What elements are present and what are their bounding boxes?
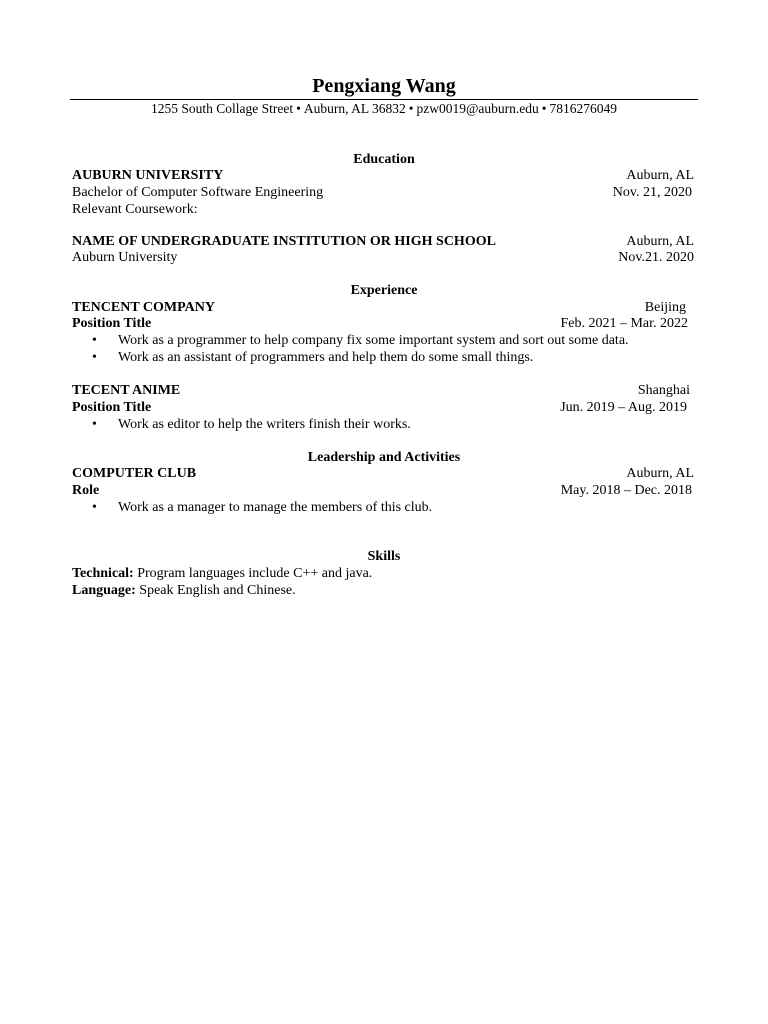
header-divider — [70, 99, 698, 100]
leadership-date: May. 2018 – Dec. 2018 — [560, 483, 692, 498]
skill-language-label: Language: — [72, 583, 136, 598]
education-entry-1-header — [72, 168, 694, 185]
bullet-text: Work as an assistant of programmers and help them do some small things. — [118, 350, 534, 365]
contact-phone: 7816276049 — [549, 101, 617, 116]
contact-address: 1255 South Collage Street — [151, 101, 294, 116]
experience-date: Feb. 2021 – Mar. 2022 — [560, 316, 688, 331]
resume-name: Pengxiang Wang — [312, 75, 456, 97]
contact-line — [0, 101, 768, 117]
contact-separator: • — [296, 101, 301, 116]
leadership-entry-1-header — [72, 466, 694, 483]
leadership-org: COMPUTER CLUB — [72, 466, 197, 481]
leadership-entry-1-role-row — [72, 483, 694, 500]
education-degree: Bachelor of Computer Software Engineering — [72, 185, 324, 200]
section-title-leadership: Leadership and Activities — [307, 450, 461, 465]
education-date: Nov.21. 2020 — [618, 250, 694, 265]
education-coursework: Relevant Coursework: — [72, 202, 198, 217]
skill-technical-label: Technical: — [72, 566, 134, 581]
leadership-location: Auburn, AL — [626, 466, 694, 481]
bullet-dot-icon: • — [92, 333, 97, 348]
education-location: Auburn, AL — [626, 234, 694, 249]
education-degree: Auburn University — [72, 250, 178, 265]
skill-language — [72, 583, 296, 600]
education-location: Auburn, AL — [626, 168, 694, 183]
contact-email: pzw0019@auburn.edu — [416, 101, 539, 116]
contact-separator: • — [408, 101, 414, 116]
education-date: Nov. 21, 2020 — [612, 185, 692, 200]
experience-location: Shanghai — [637, 383, 690, 398]
skill-technical-value: Program languages include C++ and java. — [137, 566, 373, 581]
bullet-text: Work as a programmer to help company fix some important system and sort out some data. — [118, 333, 629, 348]
contact-separator: • — [541, 101, 547, 116]
experience-position: Position Title — [72, 400, 152, 415]
experience-entry-1-position-row — [72, 316, 694, 333]
bullet-text: Work as a manager to manage the members of this club. — [118, 500, 433, 515]
experience-entry-2-position-row — [72, 400, 694, 417]
education-entry-2-header — [72, 234, 694, 251]
experience-date: Jun. 2019 – Aug. 2019 — [560, 400, 687, 415]
bullet-text: Work as editor to help the writers finish their works. — [118, 417, 411, 432]
section-title-skills: Skills — [367, 549, 401, 564]
bullet-dot-icon: • — [92, 350, 97, 365]
bullet-dot-icon: • — [92, 500, 97, 515]
education-entry-2-degree-row — [72, 250, 694, 267]
experience-position: Position Title — [72, 316, 152, 331]
section-title-experience: Experience — [350, 283, 418, 298]
contact-city: Auburn, AL 36832 — [303, 101, 406, 116]
experience-company: TENCENT COMPANY — [72, 300, 215, 315]
experience-entry-2-header — [72, 383, 694, 400]
section-title-education: Education — [353, 152, 415, 167]
education-entry-1-degree-row — [72, 185, 694, 202]
education-institution: AUBURN UNIVERSITY — [72, 168, 224, 183]
skill-technical — [72, 566, 372, 583]
skill-language-value: Speak English and Chinese. — [139, 583, 296, 598]
experience-company: TECENT ANIME — [72, 383, 181, 398]
education-institution: NAME OF UNDERGRADUATE INSTITUTION OR HIGH SCHOOL — [72, 234, 496, 249]
bullet-dot-icon: • — [92, 417, 97, 432]
experience-location: Beijing — [644, 300, 686, 315]
experience-entry-1-header — [72, 300, 694, 317]
education-entry-1-coursework-row — [72, 202, 694, 219]
leadership-role: Role — [72, 483, 100, 498]
